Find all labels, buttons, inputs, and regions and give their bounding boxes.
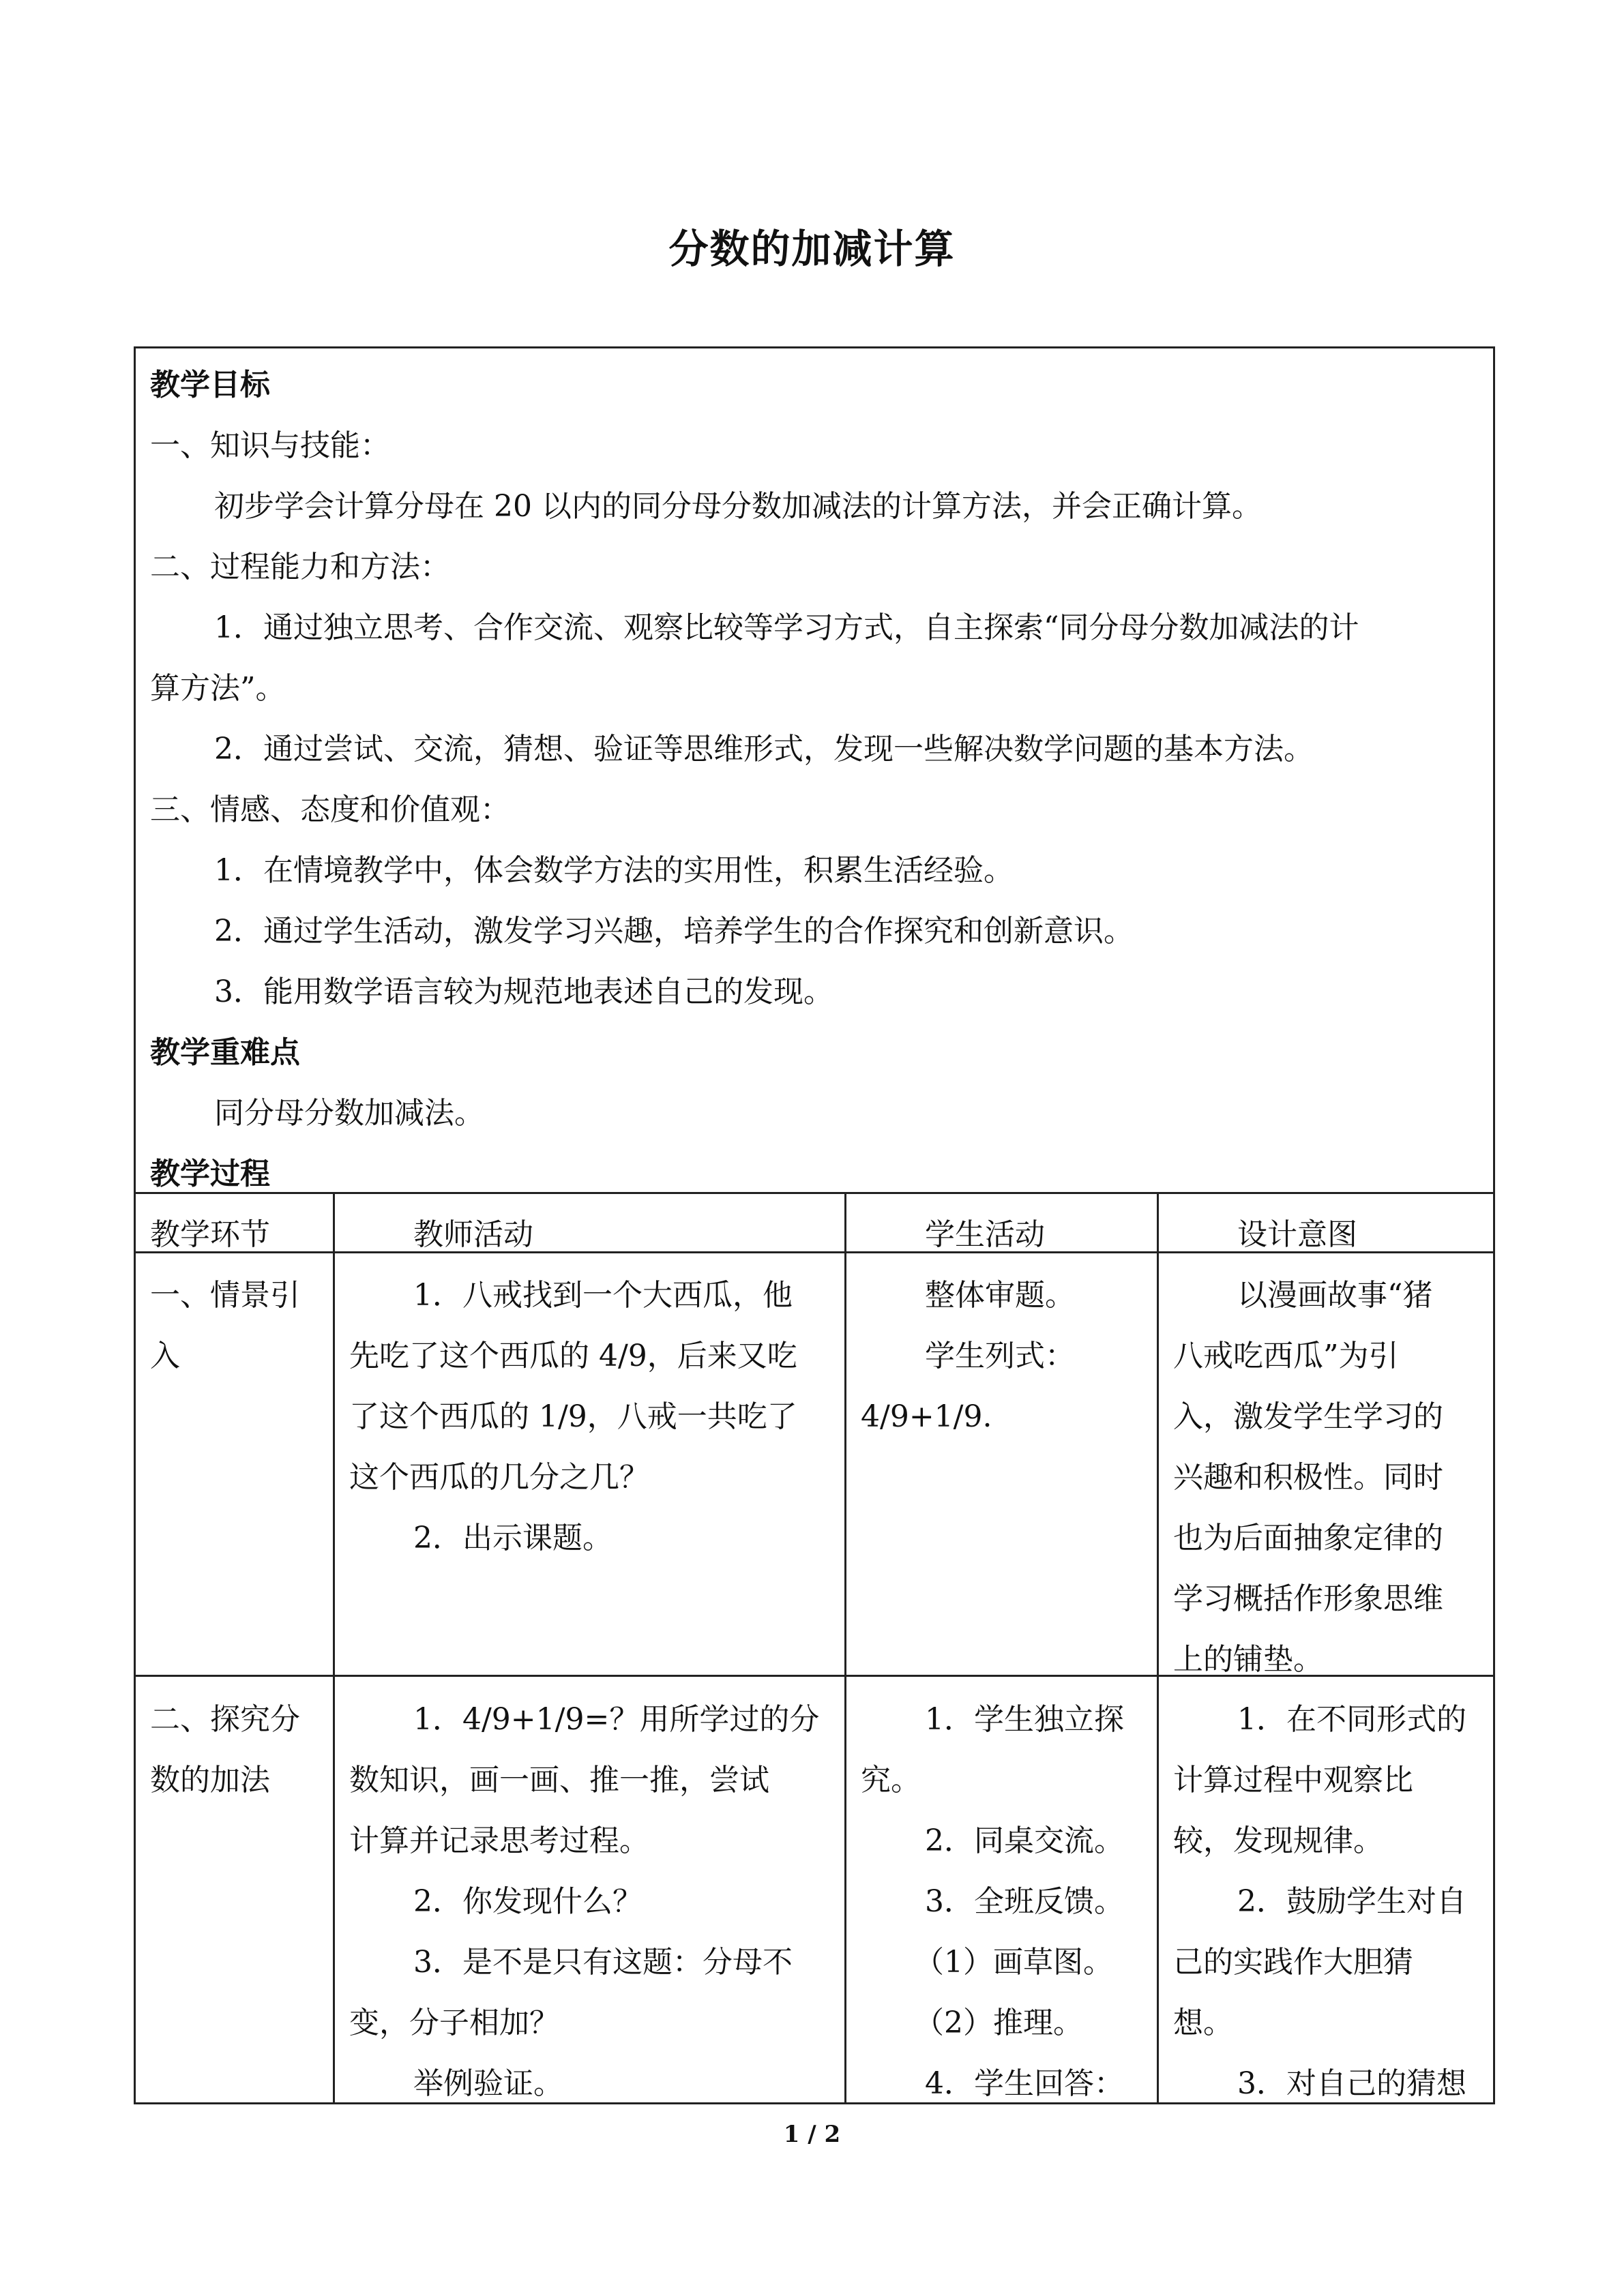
row1-stage: 一、情景引 <box>150 1278 300 1313</box>
table-column-divider <box>844 1192 846 2104</box>
document-title: 分数的加减计算 <box>668 226 956 272</box>
row2-teacher: 举例验证。 <box>413 2066 563 2101</box>
row1-teacher: 2．出示课题。 <box>413 1521 612 1555</box>
row1-student: 学生列式： <box>925 1339 1075 1373</box>
row1-intent: 以漫画故事“猪 <box>1237 1278 1433 1313</box>
row2-intent: 己的实践作大胆猜 <box>1173 1945 1413 1980</box>
row1-student: 整体审题。 <box>925 1278 1075 1313</box>
key-points-heading: 教学重难点 <box>150 1035 300 1070</box>
row1-intent: 八戒吃西瓜”为引 <box>1173 1339 1399 1373</box>
row2-teacher: 2．你发现什么？ <box>413 1884 643 1919</box>
row1-teacher: 这个西瓜的几分之几？ <box>349 1460 649 1495</box>
row1-teacher: 了这个西瓜的 1/9，八戒一共吃了 <box>349 1399 797 1434</box>
row2-teacher: 计算并记录思考过程。 <box>349 1823 649 1858</box>
process-heading: 教学过程 <box>150 1157 270 1191</box>
row1-teacher: 1．八戒找到一个大西瓜，他 <box>413 1278 793 1313</box>
row2-student: 3．全班反馈。 <box>925 1884 1124 1919</box>
page-number: 1 / 2 <box>783 2121 841 2148</box>
objectives-section-2-heading: 二、过程能力和方法： <box>150 550 450 584</box>
row2-intent: 想。 <box>1173 2006 1233 2040</box>
row2-intent: 较，发现规律。 <box>1173 1823 1383 1858</box>
objectives-section-3-item-2: 2．通过学生活动，激发学习兴趣，培养学生的合作探究和创新意识。 <box>214 914 1134 949</box>
objectives-section-3-item-3: 3．能用数学语言较为规范地表述自己的发现。 <box>214 974 833 1009</box>
row2-teacher: 3．是不是只有这题：分母不 <box>413 1945 793 1980</box>
row2-student: （1）画草图。 <box>914 1945 1113 1980</box>
key-points-text: 同分母分数加减法。 <box>214 1096 484 1131</box>
row1-intent: 入，激发学生学习的 <box>1173 1399 1443 1434</box>
column-header-stage: 教学环节 <box>150 1217 270 1252</box>
row1-stage: 入 <box>150 1339 180 1373</box>
row2-intent: 计算过程中观察比 <box>1173 1763 1413 1798</box>
objectives-section-2-item-1: 1．通过独立思考、合作交流、观察比较等学习方式，自主探索“同分母分数加减法的计 <box>214 610 1359 645</box>
row2-student: 4．学生回答： <box>925 2066 1124 2101</box>
row1-intent: 学习概括作形象思维 <box>1173 1581 1443 1616</box>
objectives-section-1-heading: 一、知识与技能： <box>150 428 390 463</box>
row2-student: （2）推理。 <box>914 2006 1083 2040</box>
row2-teacher: 数知识，画一画、推一推，尝试 <box>349 1763 769 1798</box>
column-header-teacher: 教师活动 <box>413 1217 533 1252</box>
row2-intent: 2．鼓励学生对自 <box>1237 1884 1466 1919</box>
row2-intent: 1．在不同形式的 <box>1237 1702 1466 1737</box>
row1-teacher: 先吃了这个西瓜的 4/9，后来又吃 <box>349 1339 797 1373</box>
column-header-student: 学生活动 <box>925 1217 1045 1252</box>
table-column-divider <box>1157 1192 1159 2104</box>
table-row-divider <box>134 1192 1495 1194</box>
objectives-section-2-item-1-cont: 算方法”。 <box>150 671 286 706</box>
row2-stage: 二、探究分 <box>150 1702 300 1737</box>
row1-student: 4/9+1/9. <box>861 1399 992 1434</box>
row1-intent: 上的铺垫。 <box>1173 1642 1323 1677</box>
objectives-section-1-text: 初步学会计算分母在 20 以内的同分母分数加减法的计算方法，并会正确计算。 <box>214 489 1262 524</box>
row2-stage: 数的加法 <box>150 1763 270 1798</box>
row1-intent: 兴趣和积极性。同时 <box>1173 1460 1443 1495</box>
row2-student: 1．学生独立探 <box>925 1702 1124 1737</box>
row2-student: 究。 <box>861 1763 921 1798</box>
objectives-section-3-heading: 三、情感、态度和价值观： <box>150 792 510 827</box>
objectives-section-2-item-2: 2．通过尝试、交流，猜想、验证等思维形式，发现一些解决数学问题的基本方法。 <box>214 732 1314 766</box>
row2-student: 2．同桌交流。 <box>925 1823 1124 1858</box>
row2-teacher: 1．4/9+1/9=？用所学过的分 <box>413 1702 820 1737</box>
row1-intent: 也为后面抽象定律的 <box>1173 1521 1443 1555</box>
objectives-heading: 教学目标 <box>150 368 270 402</box>
row2-teacher: 变，分子相加？ <box>349 2006 559 2040</box>
column-header-intent: 设计意图 <box>1237 1217 1357 1252</box>
row2-intent: 3．对自己的猜想 <box>1237 2066 1466 2101</box>
objectives-section-3-item-1: 1．在情境教学中，体会数学方法的实用性，积累生活经验。 <box>214 853 1014 888</box>
table-column-divider <box>333 1192 335 2104</box>
